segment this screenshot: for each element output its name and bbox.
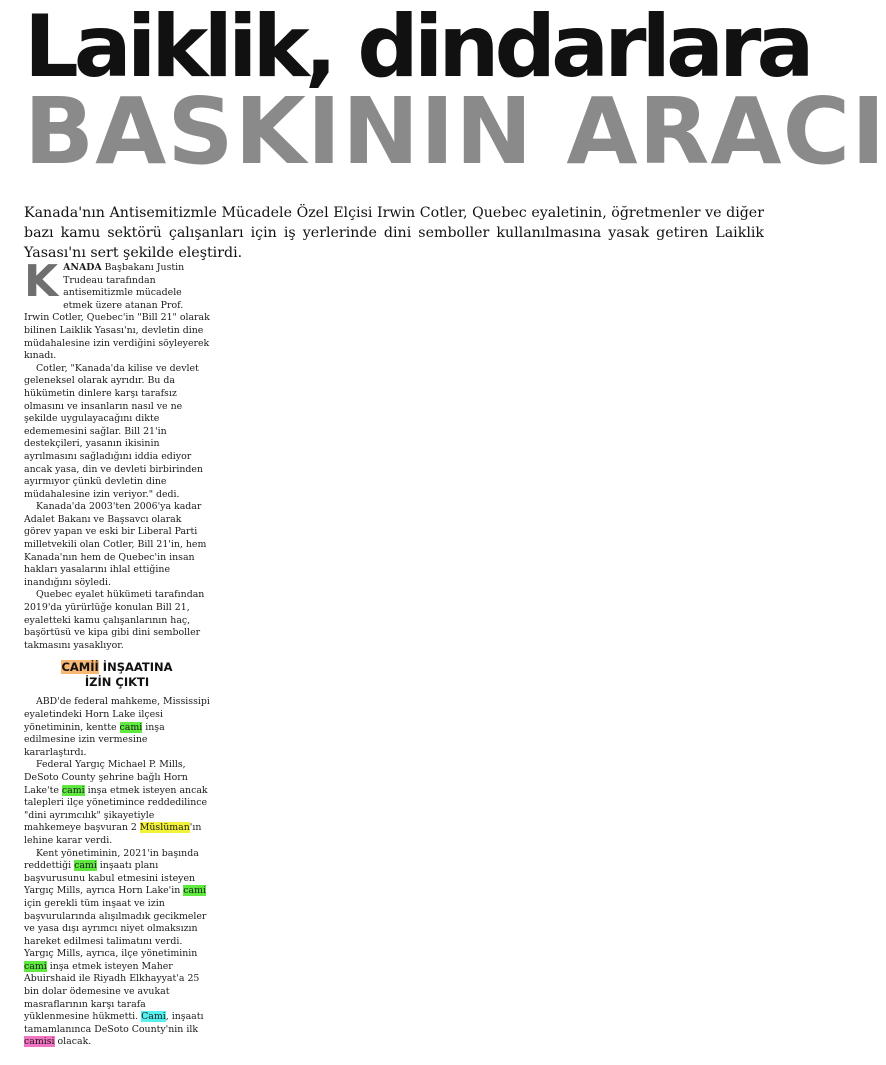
headline-line-2: BASKININ ARACI	[24, 78, 886, 185]
section-paragraph-1	[24, 696, 210, 759]
highlight-cami: cami	[24, 960, 47, 972]
highlight-camisi: camisi	[24, 1036, 55, 1048]
text-run: inşa edilmesine izin vermesine kararlaştırdı.	[24, 721, 165, 758]
text-run: inşa etmek isteyen ancak talepleri ilçe yönetimince reddedilince "dini ayrımcılık" şikayetiyle mahkemeye başvuran 2	[24, 784, 208, 834]
deck-summary: Kanada'nın Antisemitizmle Mücadele Özel Elçisi Irwin Cotler, Quebec eyaletinin, öğretmenler ve diğer bazı kamu sektörü çalışanları için iş yerlerinde dini semboller kullanılmasına yasak getiren Laiklik Yasası'nı sert şekilde eleştirdi.	[24, 205, 764, 261]
text-run: için gerekli tüm inşaat ve izin başvurularında alışılmadık gecikmeler ve yasa dışı ayrımcı niyet olmaksızın hareket edilmesi talimatını verdi. Yargıç Mills, ayrıca, ilçe yönetiminin	[24, 897, 207, 960]
headline	[24, 0, 886, 185]
headline-line-1: Laiklik, dindarlara	[24, 0, 810, 97]
highlight-cami: cami	[119, 721, 143, 733]
drop-cap: K	[24, 256, 59, 307]
text-run: , inşaatı tamamlanınca DeSoto County'nin ilk	[24, 1011, 204, 1035]
text-run: olacak.	[54, 1036, 92, 1048]
text-run: ABD'de federal mahkeme, Mississipi eyaletindeki Horn Lake ilçesi yönetiminin, kentte	[24, 696, 210, 733]
highlight-cami: cami	[74, 860, 97, 872]
highlight-musluman: Müslüman	[139, 822, 190, 834]
article-paragraph-3: Kanada'da 2003'ten 2006'ya kadar Adalet Bakanı ve Başsavcı olarak görev yapan ve eski bir Liberal Parti milletvekili olan Cotler, Bill 21'in, hem Kanada'nın hem de Quebec'in insan hakları yasalarını ihlal ettiğine inandığını söyledi.	[24, 501, 207, 588]
subhead-text-1: İNŞAATINA	[98, 660, 173, 675]
text-run: inşa etmek isteyen Maher Abuirshaid ile Riyadh Elkhayyat'a 25 bin dolar ödemesine ve avukat masraflarının karşı tarafa yüklenmesine hükmetti.	[24, 960, 200, 1023]
subhead-text-2: İZİN ÇIKTI	[84, 675, 150, 690]
paragraph-1-text: Başbakanı Justin Trudeau tarafından antisemitizmle mücadele etmek üzere atanan Prof. Irwin Cotler, Quebec'in "Bill 21" olarak bilinen Laiklik Yasası'nı, devletin dine müdahalesine izin verdiğini söyleyerek kınadı.	[24, 262, 210, 362]
lead-word: ANADA	[63, 262, 102, 273]
highlight-cami-cyan: Cami	[141, 1011, 166, 1023]
article-paragraph-2: Cotler, "Kanada'da kilise ve devlet geleneksel olarak ayrıdır. Bu da hükümetin dinlere karşı tarafsız olmasını ve insanların nasıl ve ne şekilde uygulayacağını dikte edememesini sağlar. Bill 21'in destekçileri, yasanın ikisinin ayrılmasını sağladığını iddia ediyor ancak yasa, din ve devleti birbirinden ayırmıyor çünkü devletin dine müdahalesine izin veriyor." dedi.	[24, 362, 203, 500]
text-run: 'ın lehine karar verdi.	[24, 822, 202, 846]
highlight-cami: cami	[183, 885, 207, 897]
highlight-camii: CAMİİ	[61, 660, 99, 675]
highlight-cami: cami	[61, 784, 85, 796]
text-run: inşaatı planı başvurusunu kabul etmesini isteyen Yargıç Mills, ayrıca Horn Lake'in	[24, 860, 196, 897]
section-paragraph-3	[24, 848, 210, 1050]
section-paragraph-2	[24, 759, 210, 847]
article-column	[24, 256, 210, 1049]
text-run: Federal Yargıç Michael P. Mills, DeSoto County şehrine bağlı Horn Lake'te	[24, 759, 188, 796]
section-subhead	[24, 660, 210, 690]
text-run: Kent yönetiminin, 2021'in başında reddettiği	[24, 847, 199, 872]
article-paragraph-4: Quebec eyalet hükümeti tarafından 2019'da yürürlüğe konulan Bill 21, eyaletteki kamu çalışanlarının haç, başörtüsü ve kipa gibi dini semboller takmasını yasaklıyor.	[24, 589, 205, 651]
article-paragraph-1	[24, 256, 210, 363]
